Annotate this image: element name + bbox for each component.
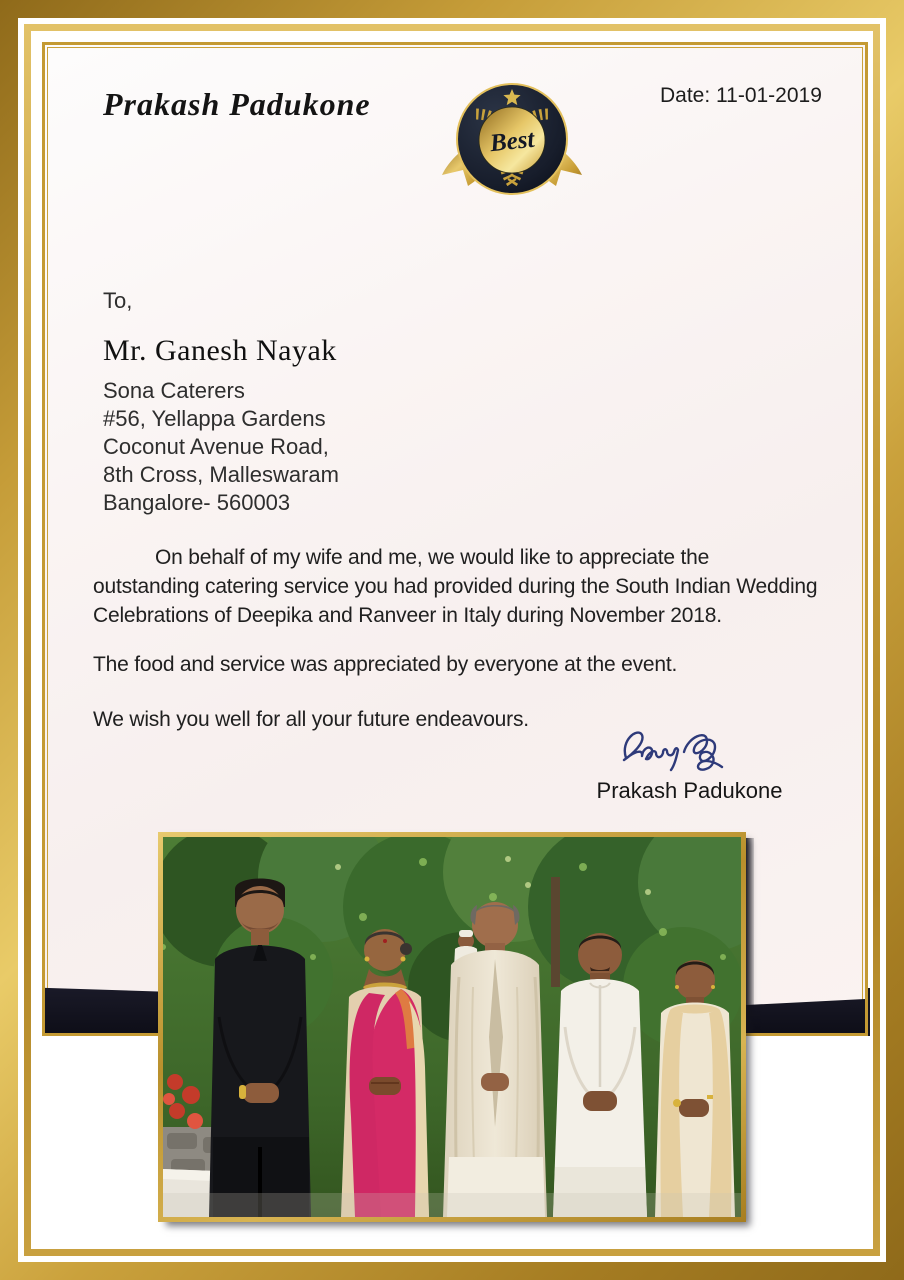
best-award-badge-icon [437, 80, 587, 200]
handwritten-signature [610, 722, 770, 776]
recipient-name: Mr. Ganesh Nayak [103, 334, 337, 367]
letter-date: Date: 11-01-2019 [660, 84, 822, 107]
recipient-block [103, 288, 339, 517]
address-line: Bangalore- 560003 [103, 490, 291, 515]
letterhead-name: Prakash Padukone [103, 86, 371, 122]
address-line: 8th Cross, Malleswaram [103, 462, 339, 487]
signature-block [592, 722, 787, 804]
body-paragraph: The food and service was appreciated by everyone at the event. [93, 653, 678, 676]
address-line: Sona Caterers [103, 378, 245, 403]
address-line: Coconut Avenue Road, [103, 434, 329, 459]
badge-label: Best [488, 125, 536, 158]
body-paragraph: We wish you well for all your future endeavours. [93, 708, 529, 731]
address-line: #56, Yellappa Gardens [103, 406, 326, 431]
signatory-name: Prakash Padukone [596, 778, 783, 803]
salutation: To, [103, 288, 133, 313]
letter-body [93, 543, 821, 734]
body-paragraph: On behalf of my wife and me, we would like to appreciate the outstanding catering service you had provided during the South Indian Wedding Celebrations of Deepika and Ranveer in Italy during November 2018. [93, 546, 818, 627]
